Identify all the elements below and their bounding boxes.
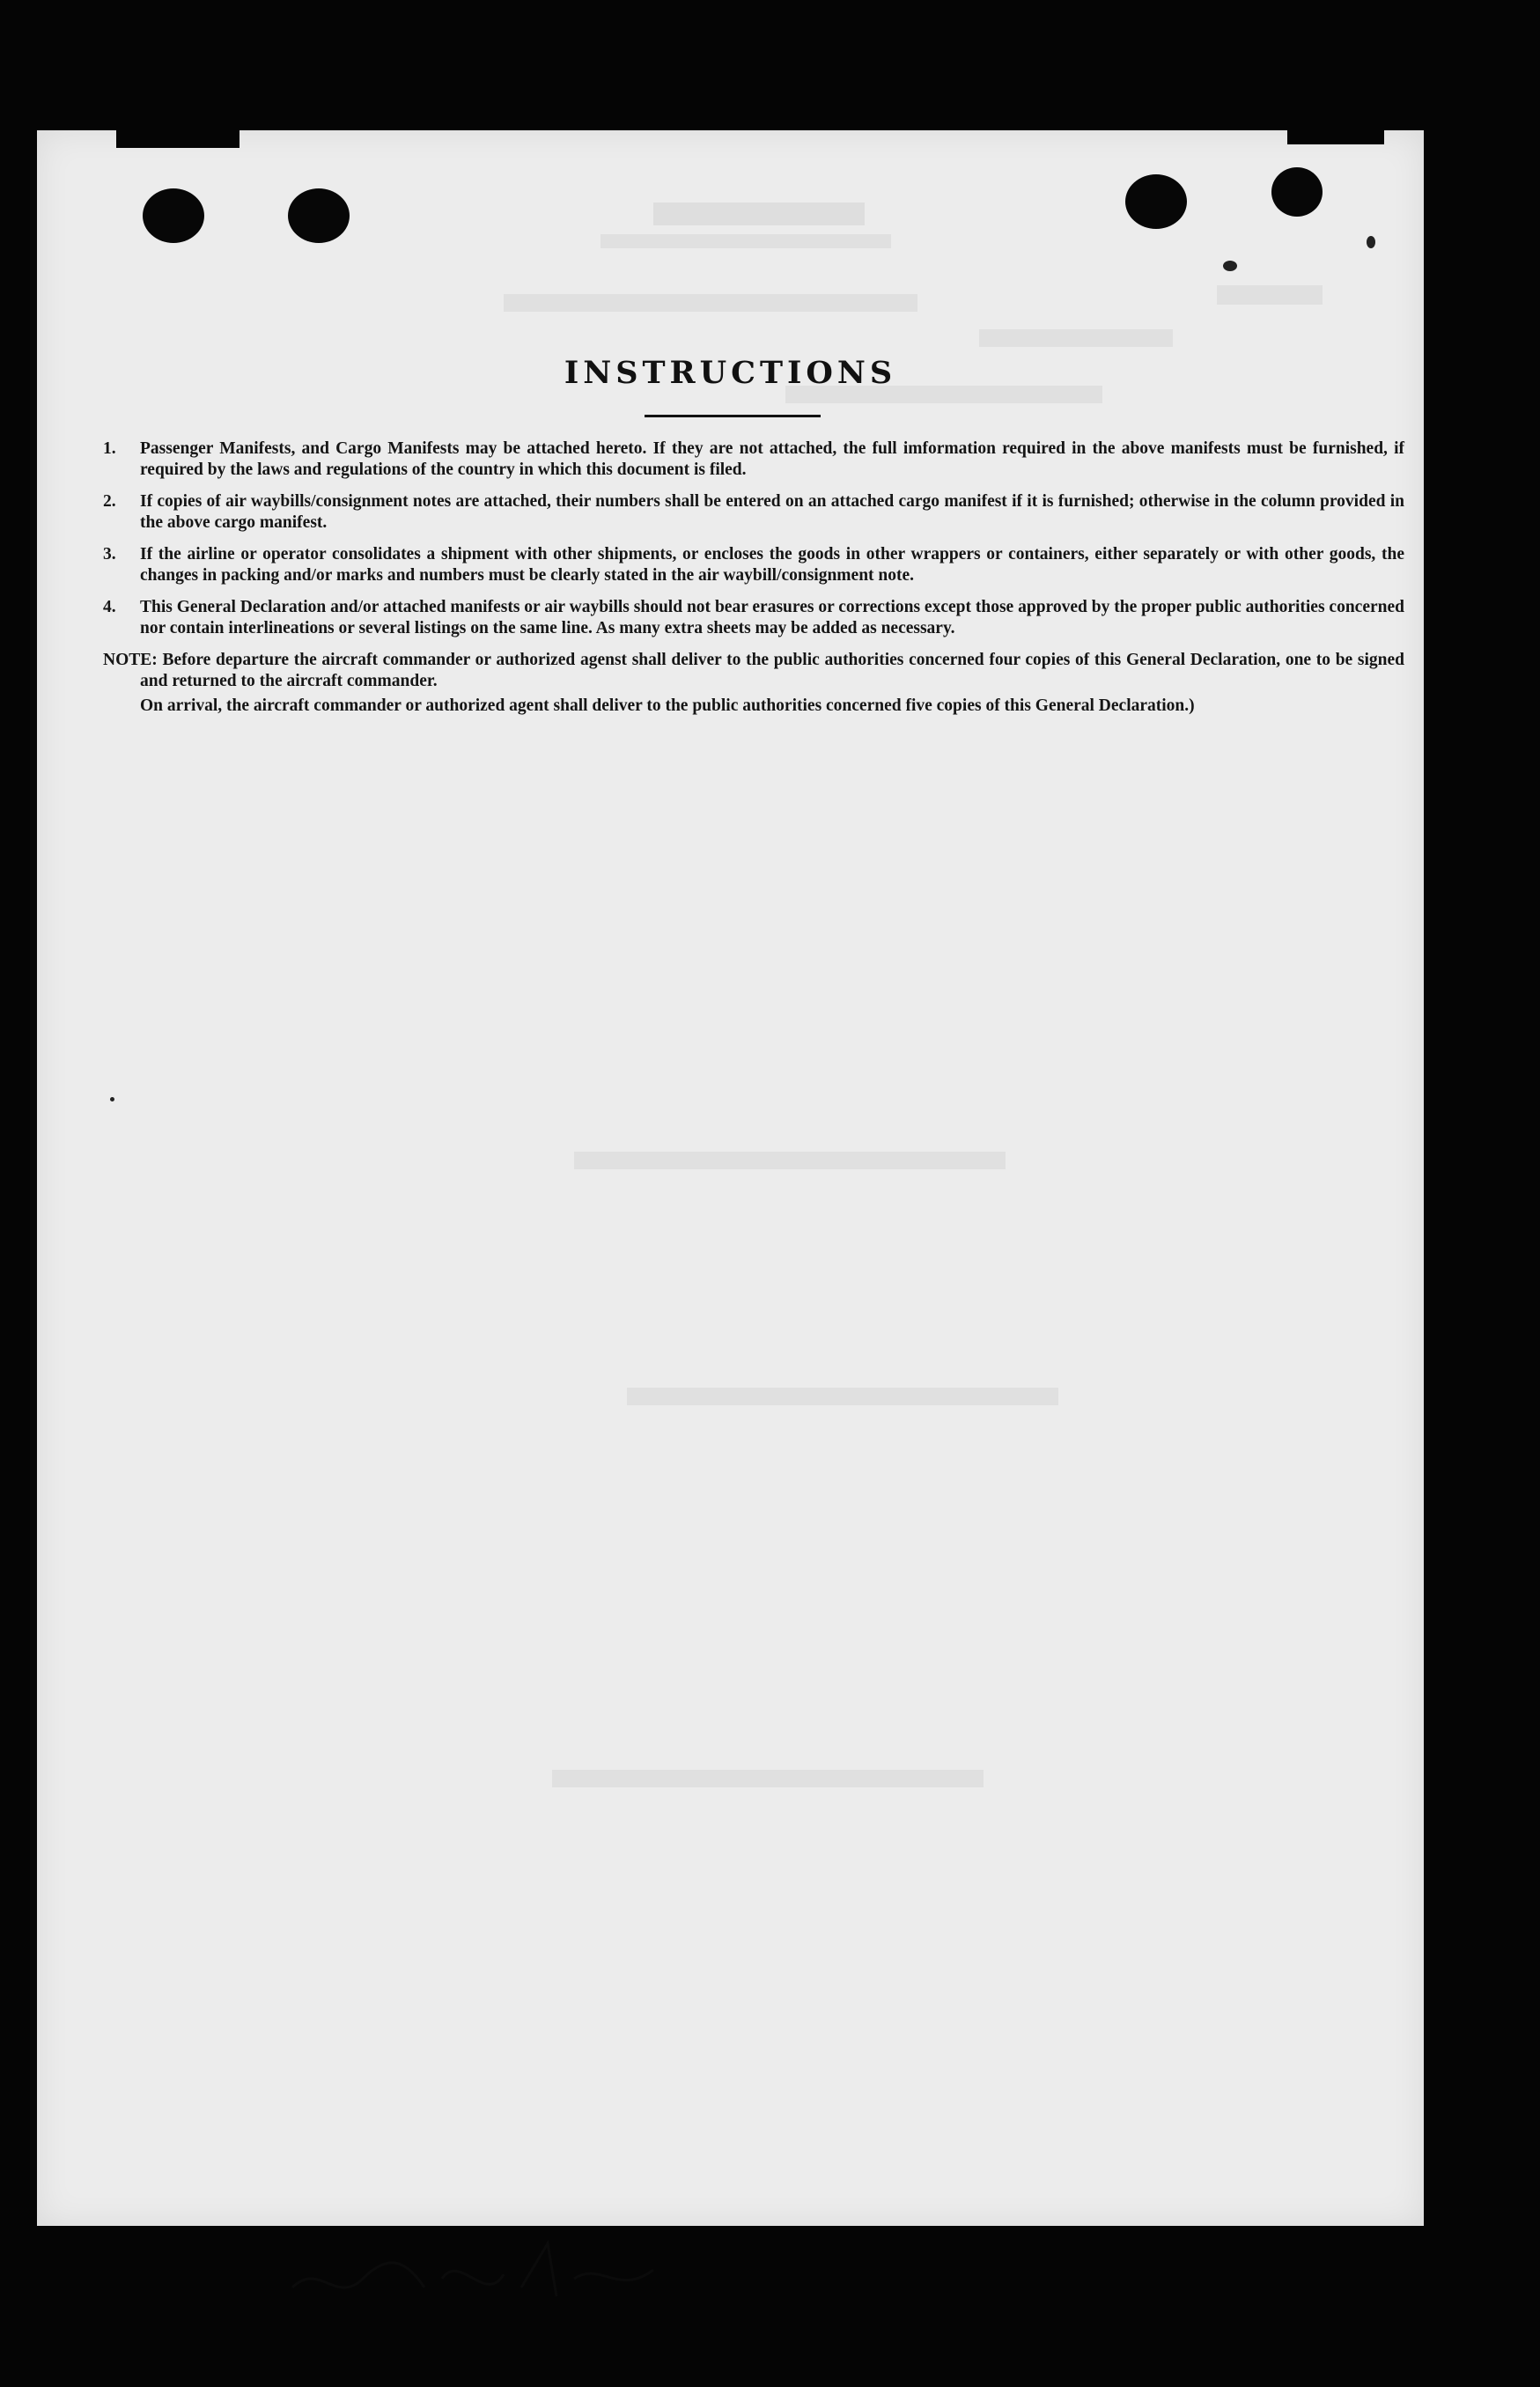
note-block (103, 650, 1404, 717)
note-departure-text: Before departure the aircraft commander or authorized agenst shall deliver to the public authorities concerned four copies of this General Declaration, one to be signed and returned to the aircraft commander. (140, 651, 1404, 690)
bleed-through-mark (504, 294, 917, 312)
instruction-text: Passenger Manifests, and Cargo Manifests may be attached hereto. If they are not attached, the full imformation required in the above manifests must be furnished, if required by the laws and regulations of the country in which this document is filed. (140, 439, 1404, 479)
instruction-number: 1. (103, 439, 116, 458)
ink-speck (1367, 236, 1375, 248)
instruction-number: 3. (103, 545, 116, 564)
instruction-number: 4. (103, 598, 116, 616)
punch-hole-1 (143, 188, 204, 243)
instruction-item (103, 544, 1404, 586)
ink-speck (1223, 261, 1237, 271)
instruction-number: 2. (103, 492, 116, 511)
note-label: NOTE: (103, 651, 158, 669)
bleed-through-mark (979, 329, 1173, 347)
instruction-text: If the airline or operator consolidates a shipment with other shipments, or encloses the goods in other wrappers or containers, either separately or with other goods, the changes in packing and/or marks and numbers must be clearly stated in the air waybill/consignment note. (140, 545, 1404, 585)
instruction-item (103, 438, 1404, 481)
instruction-text: This General Declaration and/or attached manifests or air waybills should not bear erasures or corrections except those approved by the proper public authorities concerned nor contain interlineations or several listings on the same line. As many extra sheets may be added as necessary. (140, 598, 1404, 637)
punch-hole-4 (1271, 167, 1323, 217)
ink-speck (110, 1097, 114, 1101)
bleed-through-mark (627, 1388, 1058, 1405)
document-page (37, 130, 1424, 2226)
title-underline (645, 415, 821, 417)
bleed-through-mark (574, 1152, 1006, 1169)
instruction-item (103, 491, 1404, 534)
instruction-text: If copies of air waybills/consignment notes are attached, their numbers shall be entered on an attached cargo manifest if it is furnished; otherwise in the column provided in the above cargo manifest. (140, 492, 1404, 532)
instruction-item (103, 597, 1404, 639)
note-departure (103, 650, 1404, 692)
page-title: INSTRUCTIONS (564, 355, 897, 391)
bleed-through-mark (601, 234, 891, 248)
edge-notch-right (1287, 127, 1384, 144)
punch-hole-3 (1125, 174, 1187, 229)
note-arrival: On arrival, the aircraft commander or authorized agent shall deliver to the public authorities concerned five copies of this General Declaration.) (140, 696, 1195, 715)
bleed-through-mark (653, 203, 865, 225)
bleed-through-mark (1217, 285, 1323, 305)
punch-hole-2 (288, 188, 350, 243)
instructions-list (103, 438, 1404, 720)
edge-notch-left (116, 127, 239, 148)
faint-signature-mark (284, 2226, 689, 2323)
bleed-through-mark (552, 1770, 984, 1787)
